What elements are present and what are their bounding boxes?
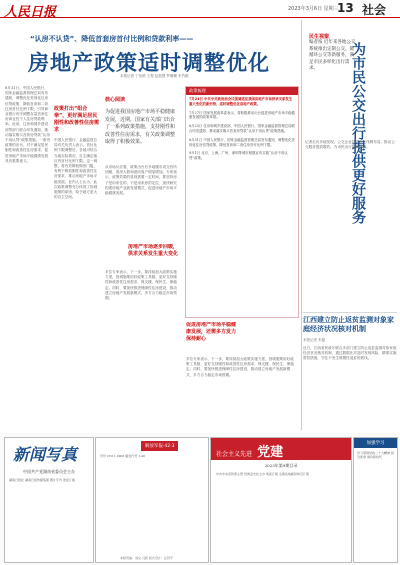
timeline-item-text: 9月1日 北京、上海、广州、深圳等城市相继宣布实施“认房不用认贷”政策。 (189, 151, 288, 161)
advertisement-area (0, 433, 400, 565)
article-column-4 (105, 270, 177, 425)
timeline-item (186, 109, 298, 123)
article-paragraph: 中国人民银行、金融监管总局有关负责人表示，首付比例下限调整后，各地可结合当地实际情况，自主确定辖区内首付比例下限。这一调整，将有效降低购房门槛，有利于释放刚性和改善性住房需求，推动房地产市场平稳发展。业内人士认为，此次政策调整充分体现了因城施策的原则，给予地方更大的自主空间。 (54, 138, 98, 200)
lede-label: 核心阅读 (105, 97, 126, 103)
right-article-body (305, 140, 395, 310)
ad-label: 解放军报·42·3 (141, 441, 178, 451)
article-subhead: 房地产市场逐步回暖，供求关系发生重大变化 (128, 244, 179, 257)
timeline-item-text: 8月31日 中国人民银行、国家金融监督管理总局发布通知，调整优化差别化住房信贷政策，降低首套和二套住房首付比例下限。 (189, 137, 295, 147)
ad-banner-title: 社会主义先进 (216, 451, 253, 458)
timeline-item-text: 7月24日 中共中央政治局会议强调适应我国房地产市场供求关系发生重大变化的新形势，适时调整优化房地产政策。 (189, 97, 293, 106)
article-paragraph: 多位专家表示，下一步，要持续加大政策实施力度，因城施策用好政策工具箱，更好支持刚性和改善性住房需求，保交楼、保民生、保稳定。同时，要加快推进保障性住房建设，推动建立房地产发展新模式，多方合力稳定市场预期。 (186, 357, 294, 377)
lede-block (105, 96, 177, 147)
timeline-item (186, 136, 298, 150)
section-name: 社会 (362, 3, 387, 17)
article2-headline: 江西建立防止返贫监测对象家庭经济状况核对机制 (303, 316, 394, 333)
timeline-box-header: 政策梳理 (186, 87, 298, 95)
ad-subtitle: 2023年第9期目录 (264, 463, 298, 468)
page-footer: 本版责编：刘文 马跃 版式设计：汪哲平 (120, 556, 173, 560)
timeline-item (186, 149, 298, 163)
lede-text: 为促进我国房地产市场平稳健康发展，近期，国家有关部门出台了一系列政策措施，支持刚性和改善性住房需求，有关政策调整取得了积极效果。 (105, 109, 176, 145)
article-paragraph: 8月31日，中国人民银行、国家金融监督管理总局发布通知，调整优化差别化住房信贷政策，降低首套和二套住房首付比例下限，引导商业银行有序调整存量首套住房商业性个人住房贷款利率。此前，住房和城乡建设部等部门联合印发通知，推动落实购买首套房贷款“认房不用认贷”政策措施。一系列政策的出台，对于满足居民刚性和改善性住房需求、促进房地产市场平稳健康发展具有重要意义。 (5, 86, 50, 163)
page-number: 13 (337, 1, 354, 15)
article-subhead: 政策打出“组合拳”，更好满足居民刚性和改善性住房需求 (54, 106, 99, 133)
article-byline: 本报记者 丁怡婷 王观 赵展慧 罗珊珊 朱竹颖 (120, 74, 189, 78)
article-column-5 (186, 357, 296, 427)
column-divider (301, 20, 302, 430)
ad-logo: 新闻写真 (13, 445, 78, 464)
ad-title: 中国共产党湖南省委员会主办 (23, 469, 75, 474)
article-headline: 房地产政策适时调整优化 (28, 51, 270, 75)
ad-military-paper[interactable] (95, 437, 209, 563)
article2-byline: 本报记者 朱磊 (303, 338, 326, 342)
article-paragraph: 近日，江西省民政厅联合多部门建立防止返贫监测对象家庭经济状况核对机制，通过数据比对及时发现风险，精准实施帮扶措施，守住不发生规模性返贫的底线。 (303, 346, 397, 361)
ad-banner (211, 438, 351, 460)
article-column-2 (54, 86, 99, 426)
issue-date: 2023年3月6日 星期三 (288, 6, 339, 12)
article-paragraph: 记者走访多地发现，公交企业持续优化线网布局，推动公交服务提质增效，为市民出行提供便利。 (305, 140, 395, 150)
article-paragraph: 从市场反应看，政策出台后多地楼市成交有所回暖，看房人数和意向客户明显增加。专家表示，政策效果的显现需要一定时间，要坚持房子是用来住的、不是用来炒的定位，加快研究构建房地产业新发展模式，促进房地产市场平稳健康发展。 (105, 165, 177, 196)
ad-text: 湖南日报社 湖南日报传媒集团 图片专刊 欢迎订阅 (9, 478, 75, 482)
timeline-item-text: 7月27日 国家发展改革委表示，将积极推动出台促进房地产市场平稳健康发展的政策举措。 (189, 110, 295, 120)
timeline-item (186, 122, 298, 136)
article-paragraph: 多位专家表示，下一步，要持续加大政策实施力度，因城施策用好政策工具箱，更好支持刚性和改善性住房需求，保交楼、保民生、保稳定。同时，要加快推进保障性住房建设，推动建立房地产发展新模式，多方合力稳定市场预期。 (105, 270, 177, 301)
timeline-item (186, 95, 298, 109)
right-lede: 编者按 近年来各地公交系统推出定制公交、微循环公交等新服务，满足市民多样化出行需求。 (309, 40, 356, 71)
masthead (0, 0, 400, 18)
timeline-item-text: 8月25日 住房和城乡建设部、中国人民银行、国家金融监督管理总局联合印发通知，推动落实购买首套房贷款“认房不用认贷”政策措施。 (189, 124, 295, 133)
policy-timeline-box (185, 86, 299, 318)
divider (303, 312, 397, 313)
ad-banner-brand: 党建 (257, 445, 284, 460)
ad-label: 加强学习 (354, 438, 397, 448)
newspaper-logo: 人民日报 (4, 5, 57, 20)
article-column-1 (5, 86, 50, 426)
ad-text: 中共中央宣传部主管 党建杂志社主办 欢迎订阅 全国各地邮局均可订阅 (216, 472, 309, 476)
article2-body (303, 346, 397, 428)
ad-study[interactable] (353, 437, 398, 563)
ad-text: 学习贯彻党的二十大精神 担当使命 建功新时代 (357, 451, 394, 460)
ad-news-photo[interactable] (4, 437, 94, 563)
ad-party-building-magazine[interactable] (210, 437, 352, 563)
article-kicker: “认房不认贷”、降低首套房首付比例和贷款利率—— (30, 35, 194, 43)
subhead-3-block (186, 322, 238, 352)
right-kicker: 民生视窗 (309, 34, 330, 40)
right-headline: 为市民公交出行提供更好服务 (350, 42, 366, 224)
ad-text: 刊号 CN11-0003 邮发代号 1-40 (100, 454, 145, 458)
article-subhead: 促进房地产市场平稳健康发展，还需多方发力保持耐心 (186, 322, 237, 342)
